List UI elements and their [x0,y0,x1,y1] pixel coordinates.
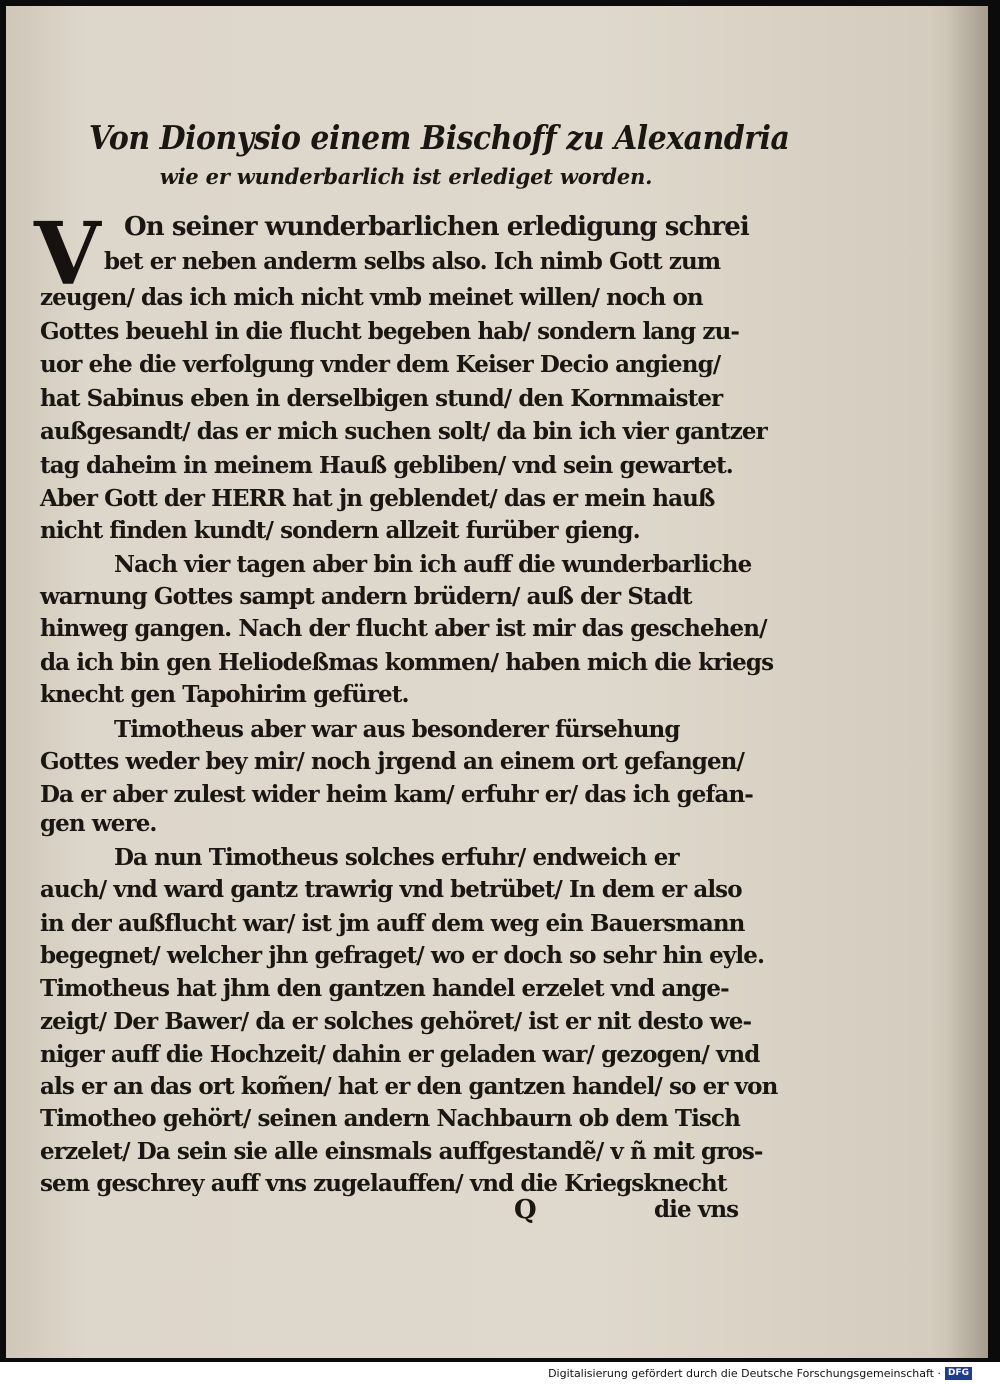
credit-text: Digitalisierung gefördert durch die Deutsche Forschungsgemeinschaft · [548,1367,941,1380]
text-line: außgesandt/ das er mich suchen solt/ da bin ich vier gantzer [40,418,767,445]
text-line: begegnet/ welcher jhn gefraget/ wo er doch so sehr hin eyle. [40,942,765,969]
text-line: gen were. [40,810,157,837]
text-line: Gottes weder bey mir/ noch jrgend an einem ort gefangen/ [40,748,745,775]
text-line: zeugen/ das ich mich nicht vmb meinet willen/ noch on [40,284,703,311]
chapter-subheading: wie er wunderbarlich ist erlediget worden. [159,164,653,189]
text-line: Aber Gott der HERR hat jn geblendet/ das er mein hauß [40,485,715,512]
text-line: warnung Gottes sampt andern brüdern/ auß der Stadt [40,583,692,610]
text-line: als er an das ort kom̃en/ hat er den gantzen handel/ so er von [40,1073,778,1100]
text-line: nicht finden kundt/ sondern allzeit furüber gieng. [40,517,640,544]
text-line: bet er neben anderm selbs also. Ich nimb Gott zum [104,248,721,275]
text-line: tag daheim in meinem Hauß gebliben/ vnd sein gewartet. [40,452,733,479]
text-line: On seiner wunderbarlichen erledigung schrei [124,212,749,242]
signature-mark: Q [514,1195,536,1225]
text-line: Timotheo gehört/ seinen andern Nachbaurn ob dem Tisch [40,1105,740,1132]
text-line: Da er aber zulest wider heim kam/ erfuhr er/ das ich gefan- [40,781,753,808]
text-line: Timotheus aber war aus besonderer fürsehung [114,716,680,743]
text-line: hat Sabinus eben in derselbigen stund/ den Kornmaister [40,385,723,412]
chapter-heading: Von Dionysio einem Bischoff zu Alexandria [88,118,790,157]
text-line: Da nun Timotheus solches erfuhr/ endweich er [114,844,679,871]
text-line: erzelet/ Da sein sie alle einsmals auffgestandẽ/ v ñ mit gros- [40,1138,763,1165]
text-line: Timotheus hat jhm den gantzen handel erzelet vnd ange- [40,975,729,1002]
catchword: die vns [654,1196,739,1223]
text-line: hinweg gangen. Nach der flucht aber ist mir das geschehen/ [40,615,767,642]
text-line: Gottes beuehl in die flucht begeben hab/ sondern lang zu- [40,318,740,345]
text-line: uor ehe die verfolgung vnder dem Keiser Decio angieng/ [40,351,721,378]
dfg-logo: DFG [945,1367,972,1380]
text-line: niger auff die Hochzeit/ dahin er geladen war/ gezogen/ vnd [40,1041,760,1068]
text-line: da ich bin gen Heliodeßmas kommen/ haben mich die kriegs [40,649,774,676]
text-line: knecht gen Tapohirim gefüret. [40,681,409,708]
book-page [6,6,988,1358]
text-line: zeigt/ Der Bawer/ da er solches gehöret/ ist er nit desto we- [40,1008,752,1035]
text-line: sem geschrey auff vns zugelauffen/ vnd die Kriegsknecht [40,1170,727,1197]
initial-letter: V [34,204,101,305]
text-line: Nach vier tagen aber bin ich auff die wunderbarliche [114,551,752,578]
text-line: in der außflucht war/ ist jm auff dem weg ein Bauersmann [40,910,745,937]
text-line: auch/ vnd ward gantz trawrig vnd betrübet/ In dem er also [40,876,742,903]
digitization-credit [548,1367,972,1380]
